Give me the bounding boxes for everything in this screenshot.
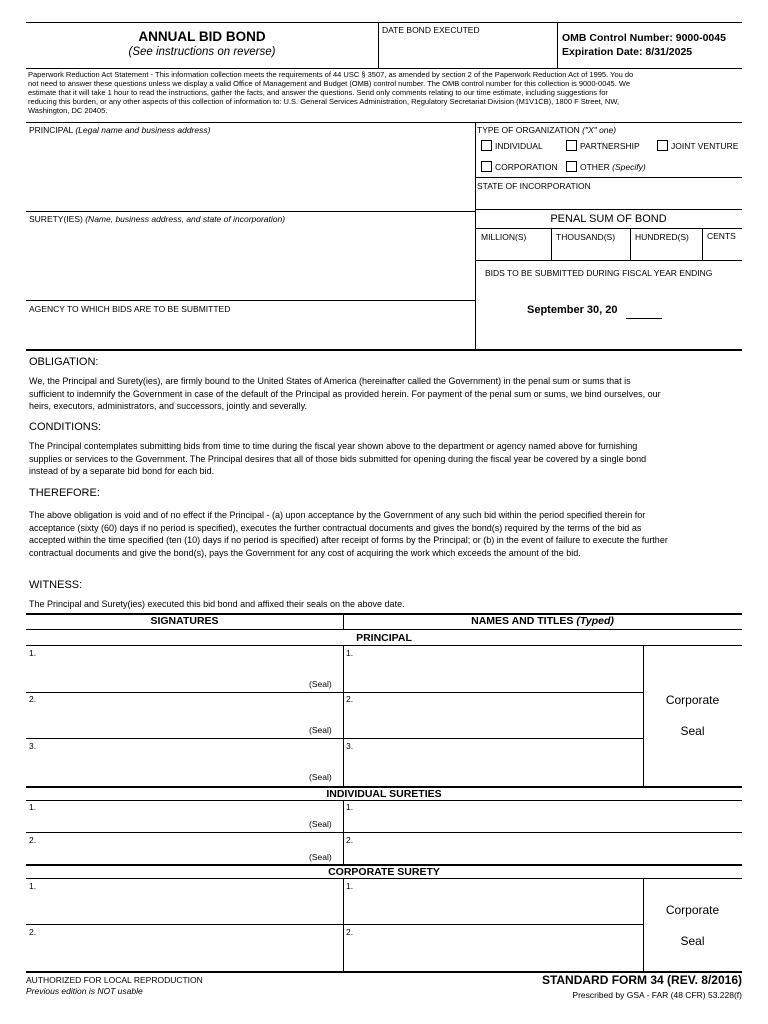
corporate-seal-label: Seal <box>680 724 705 738</box>
row-number: 1. <box>346 802 354 812</box>
principal-name-3[interactable] <box>356 741 640 781</box>
omb-expiration-date: Expiration Date: 8/31/2025 <box>562 46 693 58</box>
corporate-seal-label: Corporate <box>665 693 720 707</box>
rule <box>26 800 742 801</box>
individual-label: INDIVIDUAL <box>495 141 543 151</box>
names-titles-hint: (Typed) <box>576 615 614 627</box>
individual-surety-signature-1[interactable] <box>40 802 300 830</box>
date-executed-label: DATE BOND EXECUTED <box>382 25 480 35</box>
surety-hint: (Name, business address, and state of incorporation) <box>85 214 286 224</box>
agency-label: AGENCY TO WHICH BIDS ARE TO BE SUBMITTED <box>29 304 231 314</box>
form-subtitle: (See instructions on reverse) <box>128 46 276 58</box>
joint-venture-checkbox[interactable] <box>657 140 668 151</box>
rule <box>26 300 475 301</box>
state-of-incorporation-label: STATE OF INCORPORATION <box>477 181 591 191</box>
corporate-surety-name-1[interactable] <box>356 881 640 921</box>
other-label-text: OTHER <box>580 162 610 172</box>
rule <box>343 645 344 786</box>
corporate-seal-label: Corporate <box>665 903 720 917</box>
partnership-label: PARTNERSHIP <box>580 141 640 151</box>
conditions-heading: CONDITIONS: <box>29 421 102 433</box>
row-number: 2. <box>29 927 37 937</box>
conditions-line: supplies or services to the Government. The Principal desires that all of those bids submitted for opening during the fiscal year be covered by a single bond <box>29 453 647 464</box>
hundred-field[interactable] <box>632 243 700 259</box>
principal-signature-1[interactable] <box>40 648 300 688</box>
rule <box>643 645 644 786</box>
rule <box>475 260 742 261</box>
rule <box>551 228 552 260</box>
rule <box>26 349 742 351</box>
row-number: 1. <box>346 648 354 658</box>
thousand-label: THOUSAND(S) <box>556 232 616 242</box>
rule <box>475 209 742 210</box>
rule <box>475 122 476 350</box>
surety-field[interactable] <box>27 225 473 299</box>
individual-surety-name-1[interactable] <box>356 802 740 830</box>
names-titles-column-header <box>343 615 742 627</box>
rule <box>26 211 475 212</box>
corporation-checkbox[interactable] <box>481 161 492 172</box>
surety-label <box>29 214 285 224</box>
witness-heading: WITNESS: <box>29 579 83 591</box>
omb-control-number: OMB Control Number: 9000-0045 <box>562 32 726 44</box>
rule <box>643 878 644 971</box>
row-number: 1. <box>29 881 37 891</box>
agency-field[interactable] <box>27 316 473 348</box>
paperwork-line: reducing this burden, or any other aspects of this collection of information to: U.S. General Services Administration, Regulatory Secretariat Division (M1V1CB), 1800 F Street, NW, <box>28 97 620 106</box>
rule <box>26 878 742 879</box>
conditions-line: The Principal contemplates submitting bids from time to time during the fiscal year shown above to the department or agency named above for furnishing <box>29 441 638 451</box>
rule <box>26 68 742 69</box>
principal-name-1[interactable] <box>356 648 640 688</box>
row-number: 2. <box>346 835 354 845</box>
principal-name-2[interactable] <box>356 694 640 734</box>
row-number: 2. <box>29 835 37 845</box>
principal-label-text: PRINCIPAL <box>29 125 73 135</box>
therefore-heading: THEREFORE: <box>29 487 100 499</box>
obligation-line: sufficient to indemnify the Government in case of the default of the Principal as provided herein. For payment of the penal sum or sums, we bind ourselves, our <box>29 388 661 399</box>
principal-field[interactable] <box>27 136 473 210</box>
row-number: 3. <box>29 741 37 751</box>
fiscal-year-label: BIDS TO BE SUBMITTED DURING FISCAL YEAR ENDING <box>485 268 713 278</box>
seal-label: (Seal) <box>309 819 332 829</box>
individual-sureties-band: INDIVIDUAL SURETIES <box>326 788 442 800</box>
witness-text: The Principal and Surety(ies) executed this bid bond and affixed their seals on the above date. <box>29 599 405 609</box>
org-type-hint: ("X" one) <box>582 125 617 135</box>
rule <box>26 692 643 693</box>
principal-label <box>29 125 210 135</box>
therefore-line: accepted within the time specified (ten (10) days if no period is specified) after receipt of forms by the Principal; or (b) in the event of failure to execute the further <box>29 535 668 546</box>
seal-label: (Seal) <box>309 852 332 862</box>
row-number: 2. <box>346 927 354 937</box>
individual-surety-name-2[interactable] <box>356 835 740 863</box>
rule <box>702 228 703 260</box>
paperwork-line: Washington, DC 20405. <box>28 106 108 115</box>
row-number: 1. <box>29 648 37 658</box>
fiscal-year-suffix-field[interactable] <box>626 303 662 317</box>
rule <box>378 22 379 68</box>
principal-hint: (Legal name and business address) <box>75 125 211 135</box>
million-field[interactable] <box>477 243 549 259</box>
hundred-label: HUNDRED(S) <box>635 232 689 242</box>
joint-venture-label: JOINT VENTURE <box>671 141 739 151</box>
seal-label: (Seal) <box>309 772 332 782</box>
thousand-field[interactable] <box>553 243 628 259</box>
form-title: ANNUAL BID BOND <box>138 29 266 44</box>
individual-checkbox[interactable] <box>481 140 492 151</box>
cents-field[interactable] <box>704 243 740 259</box>
rule <box>557 22 558 68</box>
therefore-text <box>29 509 745 559</box>
paperwork-line: not need to answer these questions unless we display a valid Office of Management and Budget (OMB) control number. The OMB control number for this collection is 9000-0045. We <box>28 79 630 88</box>
obligation-line: We, the Principal and Surety(ies), are firmly bound to the United States of America (hereinafter called the Government) in the penal sum or sums that is <box>29 376 631 386</box>
rule <box>26 738 643 739</box>
row-number: 1. <box>29 802 37 812</box>
rule <box>26 832 742 833</box>
footer-reproduction: AUTHORIZED FOR LOCAL REPRODUCTION <box>26 975 203 985</box>
conditions-text <box>29 440 745 478</box>
therefore-line: contractual documents and give the bond(s), pays the Government for any cost of acquiring the work which exceeds the amount of the bid. <box>29 547 581 558</box>
principal-signature-2[interactable] <box>40 694 300 734</box>
cents-label: CENTS <box>707 231 736 241</box>
paperwork-line: estimate that it will take 1 hour to read the instructions, gather the facts, and answer the questions. Send only comments relating to our time estimate, including suggestions for <box>28 88 608 97</box>
corporation-label: CORPORATION <box>495 162 558 172</box>
state-of-incorporation-field[interactable] <box>477 192 740 208</box>
org-type-label <box>477 125 616 135</box>
seal-label: (Seal) <box>309 725 332 735</box>
therefore-line: The above obligation is void and of no effect if the Principal - (a) upon acceptance by the Government of any such bid within the period specified therein for <box>29 510 646 520</box>
corporate-surety-band: CORPORATE SURETY <box>328 866 440 878</box>
row-number: 3. <box>346 741 354 751</box>
paperwork-line: Paperwork Reduction Act Statement - This information collection meets the requirements of 44 USC § 3507, as amended by section 2 of the Paperwork Reduction Act of 1995. You do <box>28 70 634 79</box>
signatures-column-header: SIGNATURES <box>150 615 219 627</box>
names-titles-label: NAMES AND TITLES <box>471 615 574 627</box>
rule <box>630 228 631 260</box>
footer-form-number: STANDARD FORM 34 (REV. 8/2016) <box>541 973 742 987</box>
principal-band: PRINCIPAL <box>356 632 412 644</box>
row-number: 1. <box>346 881 354 891</box>
rule <box>26 924 643 925</box>
penal-sum-label: PENAL SUM OF BOND <box>550 213 667 225</box>
corporate-seal-label: Seal <box>680 934 705 948</box>
rule <box>26 22 742 23</box>
other-label <box>580 162 646 172</box>
paperwork-statement <box>28 70 744 115</box>
rule <box>26 645 742 646</box>
partnership-checkbox[interactable] <box>566 140 577 151</box>
corporate-surety-signature-2[interactable] <box>40 927 340 967</box>
obligation-text <box>29 375 745 413</box>
org-type-label-text: TYPE OF ORGANIZATION <box>477 125 580 135</box>
obligation-heading: OBLIGATION: <box>29 356 99 368</box>
corporate-surety-signature-1[interactable] <box>40 881 340 921</box>
corporate-surety-name-2[interactable] <box>356 927 640 967</box>
fiscal-year-underline <box>626 318 662 319</box>
row-number: 2. <box>346 694 354 704</box>
therefore-line: acceptance (sixty (60) days if no period is specified), executes the further contractual documents and gives the bond(s) required by the terms of the bid as <box>29 522 642 533</box>
footer-prescribed-by: Prescribed by GSA - FAR (48 CFR) 53.228(f) <box>572 990 742 1000</box>
rule <box>26 122 742 123</box>
date-executed-field[interactable] <box>380 36 555 66</box>
other-checkbox[interactable] <box>566 161 577 172</box>
fiscal-year-value: September 30, 20 <box>527 304 618 316</box>
individual-surety-signature-2[interactable] <box>40 835 300 863</box>
other-hint: (Specify) <box>612 162 646 172</box>
conditions-line: instead of by a separate bid bond for each bid. <box>29 466 215 477</box>
rule <box>475 177 742 178</box>
footer-previous-edition: Previous edition is NOT usable <box>26 986 143 996</box>
obligation-line: heirs, executors, administrators, and successors, jointly and severally. <box>29 401 307 412</box>
million-label: MILLION(S) <box>481 232 527 242</box>
seal-label: (Seal) <box>309 679 332 689</box>
surety-label-text: SURETY(IES) <box>29 214 83 224</box>
principal-signature-3[interactable] <box>40 741 300 781</box>
rule <box>26 629 742 630</box>
row-number: 2. <box>29 694 37 704</box>
